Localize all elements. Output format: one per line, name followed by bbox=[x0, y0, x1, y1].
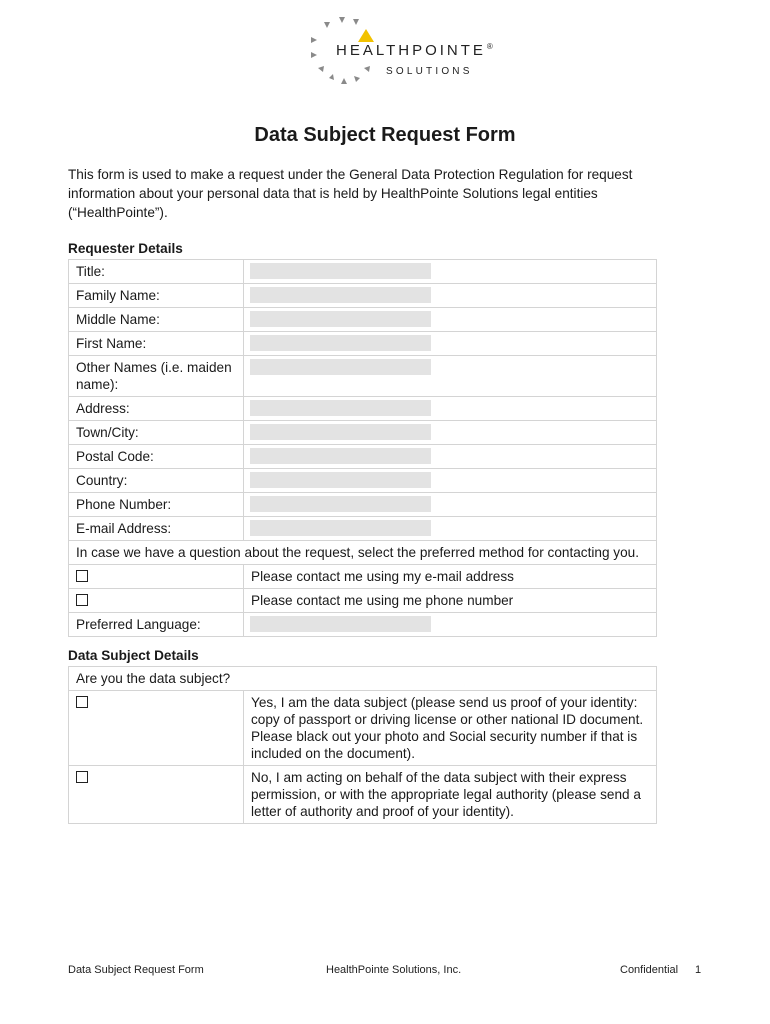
table-row bbox=[69, 691, 657, 766]
logo-mark bbox=[318, 66, 324, 72]
footer-form-name: Data Subject Request Form bbox=[68, 964, 204, 976]
logo-mark bbox=[341, 78, 347, 84]
intro-paragraph: This form is used to make a request under the General Data Protection Regulation for request information about your personal data that is held by HealthPointe Solutions legal entities (“HealthPointe”). bbox=[68, 167, 633, 220]
field-cell bbox=[244, 613, 657, 637]
field-label: Postal Code: bbox=[69, 445, 244, 469]
logo-mark bbox=[329, 74, 334, 80]
field-cell bbox=[244, 445, 657, 469]
first-name-input[interactable] bbox=[250, 335, 431, 351]
page-title: Data Subject Request Form bbox=[254, 124, 516, 146]
field-cell bbox=[244, 517, 657, 541]
field-label: Town/City: bbox=[69, 421, 244, 445]
logo-mark bbox=[311, 52, 317, 58]
address-input[interactable] bbox=[250, 400, 431, 416]
field-label: E-mail Address: bbox=[69, 517, 244, 541]
contact-phone-checkbox[interactable] bbox=[76, 594, 88, 606]
table-row bbox=[69, 397, 657, 421]
contact-email-checkbox[interactable] bbox=[76, 570, 88, 582]
field-label: Preferred Language: bbox=[69, 613, 244, 637]
table-row bbox=[69, 517, 657, 541]
page-number: 1 bbox=[695, 964, 702, 976]
middle-name-input[interactable] bbox=[250, 311, 431, 327]
requester-details-heading: Requester Details bbox=[68, 241, 183, 256]
table-row bbox=[69, 541, 657, 565]
checkbox-cell bbox=[69, 691, 244, 766]
field-label: Address: bbox=[69, 397, 244, 421]
phone-number-input[interactable] bbox=[250, 496, 431, 512]
table-row bbox=[69, 565, 657, 589]
postal-code-input[interactable] bbox=[250, 448, 431, 464]
field-label: Family Name: bbox=[69, 284, 244, 308]
field-label: Middle Name: bbox=[69, 308, 244, 332]
checkbox-cell bbox=[69, 589, 244, 613]
other-names-input[interactable] bbox=[250, 359, 431, 375]
email-address-input[interactable] bbox=[250, 520, 431, 536]
on-behalf-checkbox[interactable] bbox=[76, 771, 88, 783]
table-row bbox=[69, 493, 657, 517]
logo-mark bbox=[311, 37, 317, 43]
field-cell bbox=[244, 260, 657, 284]
data-subject-details-heading: Data Subject Details bbox=[68, 648, 199, 663]
option-label: Please contact me using me phone number bbox=[244, 589, 657, 613]
table-row bbox=[69, 260, 657, 284]
field-label: Other Names (i.e. maiden name): bbox=[69, 356, 244, 397]
checkbox-cell bbox=[69, 565, 244, 589]
logo-mark bbox=[339, 17, 345, 23]
table-row bbox=[69, 356, 657, 397]
data-subject-details-table bbox=[68, 666, 657, 824]
field-label: First Name: bbox=[69, 332, 244, 356]
checkbox-cell bbox=[69, 766, 244, 824]
field-cell bbox=[244, 356, 657, 397]
preferred-language-input[interactable] bbox=[250, 616, 431, 632]
field-label: Phone Number: bbox=[69, 493, 244, 517]
field-cell bbox=[244, 421, 657, 445]
field-cell bbox=[244, 493, 657, 517]
option-label: No, I am acting on behalf of the data subject with their express permission, or with the appropriate legal authority (please send a letter of authority and proof of your identity). bbox=[244, 766, 657, 824]
field-cell bbox=[244, 308, 657, 332]
field-cell bbox=[244, 284, 657, 308]
field-cell bbox=[244, 332, 657, 356]
country-input[interactable] bbox=[250, 472, 431, 488]
table-row bbox=[69, 589, 657, 613]
footer-confidential: Confidential bbox=[620, 964, 679, 976]
logo-mark bbox=[324, 22, 330, 28]
table-row bbox=[69, 332, 657, 356]
field-cell bbox=[244, 397, 657, 421]
footer-company: HealthPointe Solutions, Inc. bbox=[326, 964, 462, 976]
contact-prompt: In case we have a question about the request, select the preferred method for contacting you. bbox=[69, 541, 657, 565]
title-input[interactable] bbox=[250, 263, 431, 279]
logo-accent-triangle bbox=[358, 29, 374, 42]
option-label: Please contact me using my e-mail address bbox=[244, 565, 657, 589]
table-row bbox=[69, 667, 657, 691]
field-label: Title: bbox=[69, 260, 244, 284]
logo-mark bbox=[364, 66, 370, 72]
table-row bbox=[69, 445, 657, 469]
table-row bbox=[69, 766, 657, 824]
is-data-subject-checkbox[interactable] bbox=[76, 696, 88, 708]
subject-question: Are you the data subject? bbox=[69, 667, 657, 691]
option-label: Yes, I am the data subject (please send us proof of your identity: copy of passport or driving license or other national ID document. Please black out your photo and Social security number if that is included on the document). bbox=[244, 691, 657, 766]
table-row bbox=[69, 469, 657, 493]
family-name-input[interactable] bbox=[250, 287, 431, 303]
logo-mark bbox=[354, 76, 360, 82]
field-label: Country: bbox=[69, 469, 244, 493]
table-row bbox=[69, 284, 657, 308]
table-row bbox=[69, 308, 657, 332]
logo-wordmark: HEALTHPOINTE® bbox=[336, 42, 493, 59]
table-row bbox=[69, 613, 657, 637]
field-cell bbox=[244, 469, 657, 493]
table-row bbox=[69, 421, 657, 445]
logo-mark bbox=[353, 19, 359, 25]
requester-details-table bbox=[68, 259, 657, 637]
logo-subtitle: SOLUTIONS bbox=[386, 66, 473, 77]
town-city-input[interactable] bbox=[250, 424, 431, 440]
